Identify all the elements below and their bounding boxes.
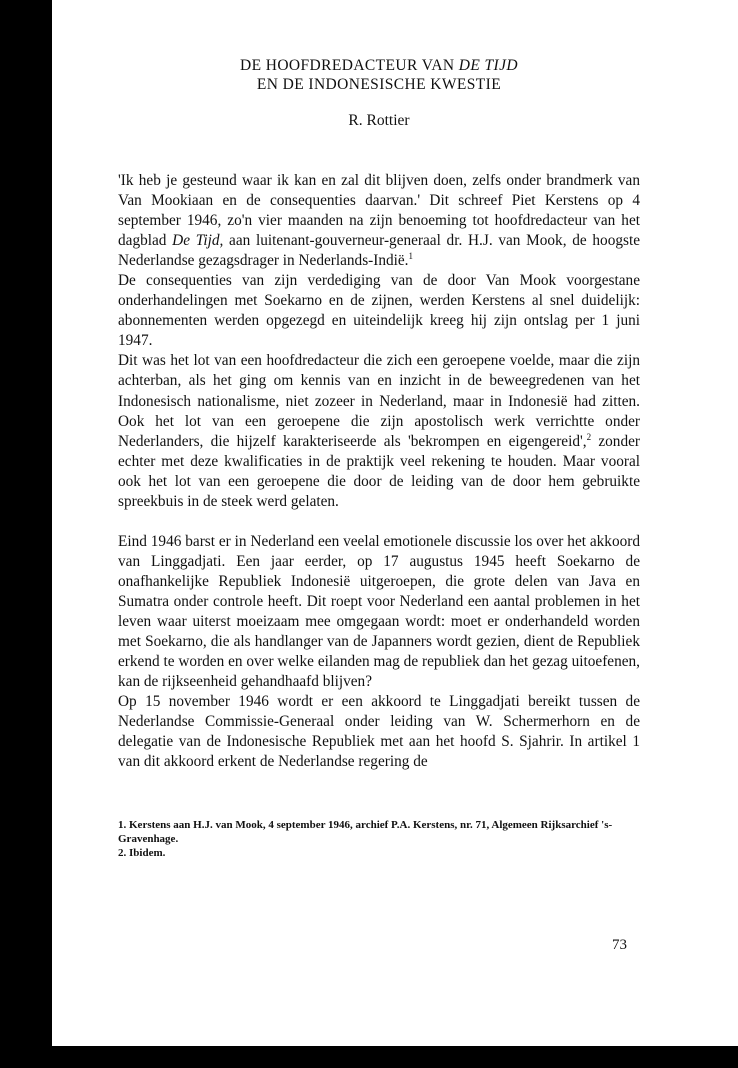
page-number: 73 (612, 937, 627, 953)
p3-text-a: Dit was het lot van een hoofdredacteur die zich een geroepene voelde, maar die zijn achterban, als het ging om kennis van en inzicht in de beweegredenen van het Indonesisch nationalisme, niet zozeer in Nederland, maar in Indonesië had zitten. Ook het lot van een geroepene die zijn apostolisch werk verrichtte onder Nederlanders, die hijzelf karakteriseerde als 'bekrompen en eigengereid', (118, 352, 640, 450)
article-body (118, 171, 640, 772)
footnote-ref-1[interactable]: 1 (408, 251, 414, 262)
p1-italic: De Tijd, (172, 232, 224, 250)
scan-bottom-border (0, 1046, 738, 1068)
article-title (118, 56, 640, 94)
p1-text-b: aan luitenant-gouverneur-generaal dr. H.J. van Mook, de hoogste Nederlandse gezagsdrager in Nederlands-Indië. (118, 232, 640, 270)
footnote-2: 2. Ibidem. (118, 847, 166, 860)
title-line1-italic: DE TIJD (458, 57, 518, 74)
title-line1-prefix: DE HOOFDREDACTEUR VAN (240, 57, 459, 74)
scan-left-border (0, 0, 52, 1068)
page-content (118, 56, 640, 860)
paragraph-4: Eind 1946 barst er in Nederland een veelal emotionele discussie los over het akkoord van Linggadjati. Een jaar eerder, op 17 augustus 1945 heeft Soekarno de onafhankelijke Republiek Indonesië uitgeroepen, die grote delen van Java en Sumatra onder controle heeft. Dit roept voor Nederland een aantal problemen in het leven waar uiterst moeizaam mee omgegaan wordt: moet er onderhandeld worden met Soekarno, die als handlanger van de Japanners wordt gezien, dient de Republiek erkend te worden en over welke eilanden mag de republiek dan het gezag uitoefenen, kan de rijkseenheid gehandhaafd blijven? (118, 532, 640, 691)
p1-text-a: 'Ik heb je gesteund waar ik kan en zal dit blijven doen, zelfs onder brandmerk van Van Mookiaan en de consequenties daarvan.' Dit schreef Piet Kerstens op 4 september 1946, zo'n vier maanden na zijn benoeming tot hoofdredacteur van het dagblad (118, 172, 640, 250)
footnotes (118, 818, 640, 860)
paragraph-5: Op 15 november 1946 wordt er een akkoord te Linggadjati bereikt tussen de Nederlandse Commissie-Generaal onder leiding van W. Schermerhorn en de delegatie van de Indonesische Republiek met aan het hoofd S. Sjahrir. In artikel 1 van dit akkoord erkent de Nederlandse regering de (118, 693, 640, 771)
p3-text-b: zonder echter met deze kwalificaties in de praktijk veel rekening te houden. Maar vooral ook het lot van een geroepene die door de leiding van de door hem gebruikte spreekbuis in de steek werd gelaten. (118, 432, 640, 510)
author: R. Rottier (348, 112, 410, 129)
title-line2: EN DE INDONESISCHE KWESTIE (256, 76, 502, 93)
footnote-ref-2[interactable]: 2 (586, 431, 592, 442)
paragraph-3 (118, 351, 640, 511)
paragraph-1 (118, 171, 640, 271)
footnote-1: 1. Kerstens aan H.J. van Mook, 4 september 1946, archief P.A. Kerstens, nr. 71, Algemeen Rijksarchief 's-Gravenhage. (118, 819, 613, 846)
paragraph-2: De consequenties van zijn verdediging van de door Van Mook voorgestane onderhandelingen met Soekarno en de zijnen, werden Kerstens al snel duidelijk: abonnementen werden opgezegd en uiteindelijk kreeg hij zijn ontslag per 1 juni 1947. (118, 272, 640, 350)
